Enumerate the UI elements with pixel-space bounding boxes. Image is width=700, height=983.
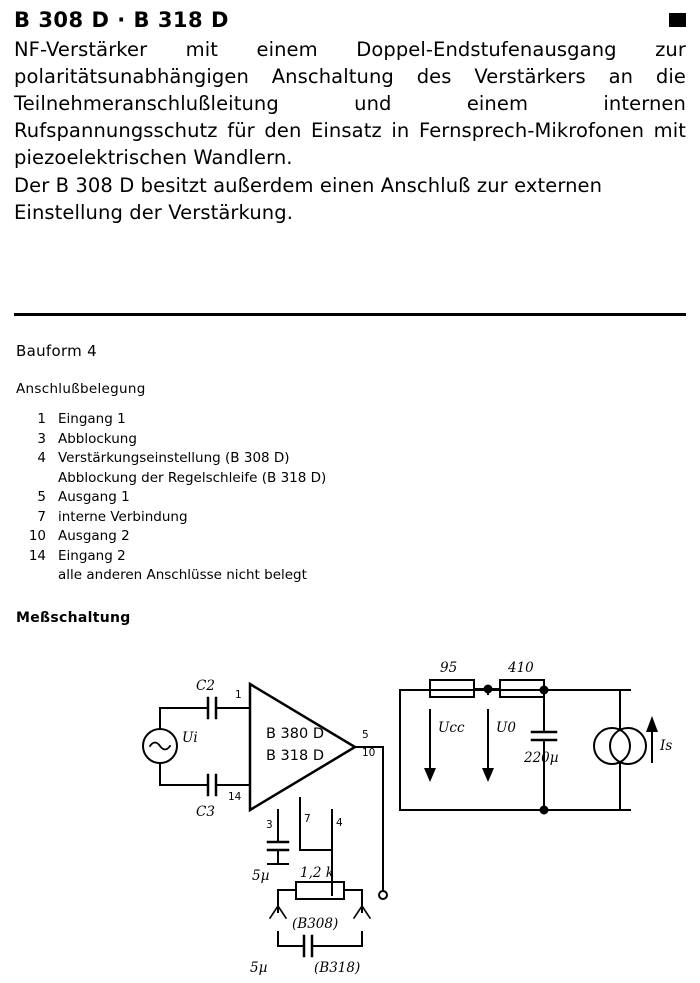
label-pin-7: 7: [304, 813, 311, 825]
pin-text: Verstärkungseinstellung (B 308 D): [58, 450, 290, 466]
measurement-circuit-diagram: [100, 650, 680, 980]
label-note-b308: (B308): [292, 916, 339, 932]
header-row: [14, 8, 686, 32]
label-cap-5u-left: 5µ: [252, 868, 270, 884]
label-pin-1: 1: [235, 689, 242, 701]
label-c2: C2: [196, 678, 215, 694]
intro-paragraph-2: Der B 308 D besitzt außerdem einen Anschluß zur externen Einstellung der Verstärkung.: [14, 174, 603, 224]
pin-assignment-heading: Anschlußbelegung: [16, 381, 146, 397]
pin-number: 1: [37, 411, 46, 427]
label-note-b318: (B318): [314, 960, 361, 976]
pin-text: Eingang 1: [58, 411, 126, 427]
pin-number: 10: [28, 528, 46, 544]
page-title: B 308 D · B 318 D: [14, 8, 229, 32]
pin-number: 5: [37, 489, 46, 505]
label-pin-14: 14: [228, 791, 242, 803]
pin-subtext: alle anderen Anschlüsse nicht belegt: [58, 567, 307, 583]
label-pin-4: 4: [336, 817, 343, 829]
pin-text: interne Verbindung: [58, 508, 188, 525]
pin-text: Ausgang 2: [58, 528, 130, 544]
bauform-label: Bauform 4: [16, 342, 97, 360]
pin-subtext: Abblockung der Regelschleife (B 318 D): [58, 469, 327, 486]
label-ui: Ui: [182, 730, 198, 746]
label-cap-5u-bottom: 5µ: [250, 960, 268, 976]
pin-number: 7: [37, 508, 46, 525]
label-opamp-line2: B 318 D: [266, 748, 325, 764]
list-item: [16, 527, 516, 547]
label-pin-3: 3: [266, 819, 273, 831]
label-res-95: 95: [440, 660, 458, 676]
pin-number: 14: [28, 547, 46, 564]
list-item: [16, 508, 516, 528]
label-pin-5: 5: [362, 729, 369, 741]
horizontal-divider: [14, 313, 686, 316]
intro-paragraph-1: NF-Verstärker mit einem Doppel-Endstufenausgang zur polaritätsunabhängigen Anschaltung des Verstärkers an die Teilnehmeranschlußleitung und einem internen Rufspannungsschutz für den Einsatz in Fernsprech-Mikrofonen mit piezoelektrischen Wandlern.: [14, 38, 686, 169]
label-res-12k: 1,2 k: [300, 865, 334, 881]
label-pin-10: 10: [362, 747, 376, 759]
label-c3: C3: [196, 804, 215, 820]
pin-number: 4: [37, 450, 46, 466]
measurement-heading: Meßschaltung: [16, 610, 131, 626]
label-u0: U0: [496, 720, 516, 736]
pin-number: 3: [37, 430, 46, 447]
label-opamp-line1: B 380 D: [266, 726, 325, 742]
label-cap-220u: 220µ: [524, 750, 559, 766]
black-square-icon: [669, 13, 686, 27]
list-item: [16, 449, 516, 469]
label-res-410: 410: [508, 660, 534, 676]
label-is: Is: [660, 738, 673, 754]
list-item: [16, 430, 516, 450]
pin-assignment-list: [16, 410, 516, 586]
list-item: [16, 410, 516, 430]
pin-text: Eingang 2: [58, 547, 126, 564]
list-item: [16, 547, 516, 567]
label-ucc: Ucc: [438, 720, 465, 736]
intro-text: [14, 36, 686, 226]
pin-text: Abblockung: [58, 430, 137, 447]
list-item: [16, 488, 516, 508]
pin-text: Ausgang 1: [58, 489, 130, 505]
